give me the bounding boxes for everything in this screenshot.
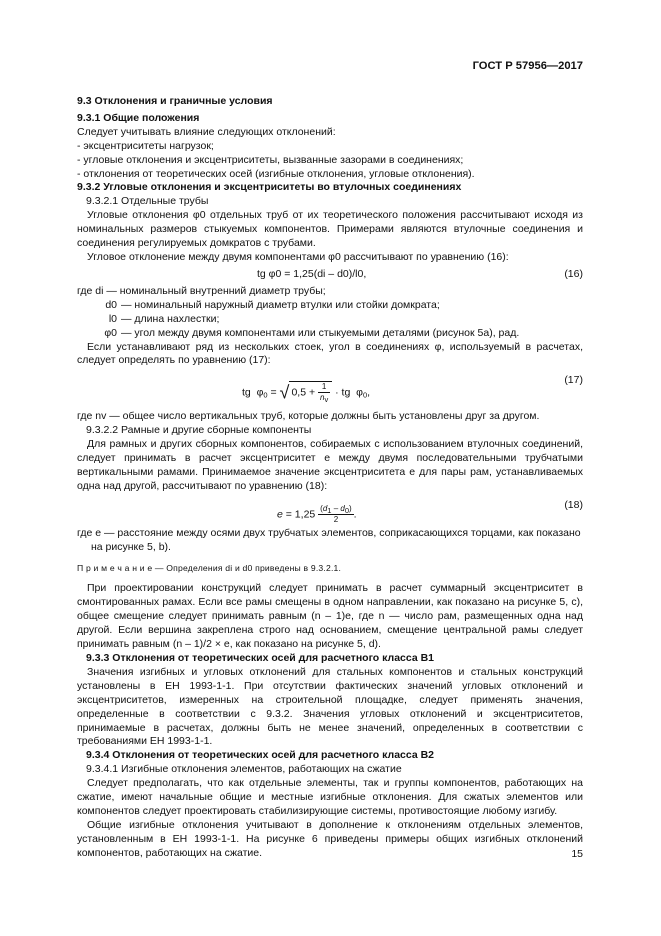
where-symbol: l0 [108, 312, 117, 325]
section-9-3-2-title: 9.3.2 Угловые отклонения и эксцентриситеты во втулочных соединениях [77, 181, 462, 194]
page-content [77, 95, 583, 861]
section-9-3-title: 9.3 Отклонения и граничные условия [77, 95, 273, 107]
paragraph: При проектировании конструкций следует принимать в расчет суммарный эксцентриситет в смонтированных рамах. Если все рамы смещены в одном направлении, как показано на рисунке 5, с), общее смещение следует принимать равным (n – 1)е, где n — число рам, размещенных одна над другой. Если вершина закреплена строго над основанием, смещение центральной рамы следует принимать равным (n – 1)/2 × е, как показано на рисунке 5, d). [77, 582, 583, 651]
equation-16-number: (16) [564, 267, 583, 280]
where-text: — номинальный наружный диаметр втулки или стойки домкрата; [121, 298, 440, 311]
paragraph: Следует предполагать, что как отдельные элементы, так и группы компонентов, работающих на сжатие, имеют начальные общие и местные изгибные отклонения. Для сжатых элементов или компонентов следует проектировать стабилизирующие системы, противостоящие любому изгибу. [77, 777, 583, 817]
section-9-3-1-title: 9.3.1 Общие положения [77, 111, 200, 124]
paragraph: Угловое отклонение между двумя компонентами φ0 рассчитывают по уравнению (16): [87, 250, 509, 263]
paragraph: Угловые отклонения φ0 отдельных труб от их теоретического положения рассчитывают исходя из номинальных размеров стыкуемых компонентов. Примерами являются втулочные соединения и соединения регулируемых домкратов с трубами. [77, 209, 583, 250]
where-18: где е — расстояние между осями двух трубчатых элементов, соприкасающихся торцами, как показано на рисунке 5, b). [77, 526, 581, 553]
equation-17-body: tg $\varphi_0$ = √ 0,5 + $\frac{1}{n_v}$ · tg $\varphi_0$, [242, 382, 371, 405]
where-text: где di [77, 284, 104, 297]
section-9-3-2-2-title: 9.3.2.2 Рамные и другие сборные компоненты [86, 424, 312, 437]
where-item [77, 313, 583, 327]
where-item [77, 299, 583, 313]
equation-17 [77, 370, 583, 408]
section-9-3-1-intro: Следует учитывать влияние следующих отклонений: [77, 125, 336, 138]
paragraph: Значения изгибных и угловых отклонений для стальных компонентов и стальных конструкций установлены в ЕН 1993-1-1. При отсутствии фактических значений угловых отклонений и эксцентриситетов, измеренных на строительной площадке, следует применять значения, определенные в соответствии с 9.3.2. Значения угловых отклонений и эксцентриситетов, принимаемые в расчетах, должны быть не менее значений, определенных в соответствии с требованиями ЕН 1993-1-1. [77, 665, 583, 748]
note: П р и м е ч а н и е — Определения di и d0 приведены в 9.3.2.1. [77, 562, 342, 573]
where-item [77, 327, 583, 341]
where-item [77, 285, 583, 299]
paragraph: Общие изгибные отклонения учитывают в дополнение к отклонениям отдельных элементов, установленным в ЕН 1993-1-1. На рисунке 6 приведены примеры общих изгибных отклонений компонентов, работающих на сжатие. [77, 818, 583, 859]
list-item: - эксцентриситеты нагрузок; [77, 139, 214, 152]
paragraph: Для рамных и других сборных компонентов, собираемых с использованием втулочных соединений, следует принимать в расчет эксцентриситет е между двумя последовательными трубчатыми вертикальными рамами. Принимаемое значение эксцентриситета е для пары рам, устанавливаемых одна над другой, рассчитывают по уравнению (18): [77, 438, 583, 492]
equation-16 [77, 265, 583, 285]
section-9-3-2-1-title: 9.3.2.1 Отдельные трубы [86, 195, 209, 208]
section-9-3-4-title: 9.3.4 Отклонения от теоретических осей для расчетного класса В2 [86, 749, 435, 762]
equation-18-body: e = 1,25 $\frac{(d_1 - d_0)}{2}$ . [277, 503, 357, 524]
equation-18 [77, 495, 583, 525]
where-symbol: d0 [105, 298, 117, 311]
where-text: — номинальный внутренний диаметр трубы; [106, 284, 326, 297]
where-17: где nv — общее число вертикальных труб, которые должны быть установлены друг за другом. [77, 410, 540, 423]
equation-17-number: (17) [564, 374, 583, 387]
where-symbol: φ0 [104, 326, 117, 339]
section-9-3-4-1-title: 9.3.4.1 Изгибные отклонения элементов, работающих на сжатие [86, 763, 402, 776]
list-item: - угловые отклонения и эксцентриситеты, вызванные зазорами в соединениях; [77, 153, 464, 166]
where-text: — угол между двумя компонентами или стыкуемыми деталями (рисунок 5а), рад. [121, 326, 520, 339]
page-number: 15 [571, 848, 583, 860]
section-9-3-3-title: 9.3.3 Отклонения от теоретических осей для расчетного класса В1 [86, 652, 435, 664]
equation-18-number: (18) [564, 498, 583, 511]
where-text: — длина нахлестки; [121, 312, 220, 325]
equation-16-body: tg φ0 = 1,25(di – d0)/l0, [257, 267, 367, 280]
document-header: ГОСТ Р 57956—2017 [472, 60, 583, 72]
paragraph: Если устанавливают ряд из нескольких стоек, угол в соединениях φ, используемый в расчетах, следует определять по уравнению (17): [77, 340, 583, 367]
list-item: - отклонения от теоретических осей (изгибные отклонения, угловые отклонения). [77, 167, 475, 180]
